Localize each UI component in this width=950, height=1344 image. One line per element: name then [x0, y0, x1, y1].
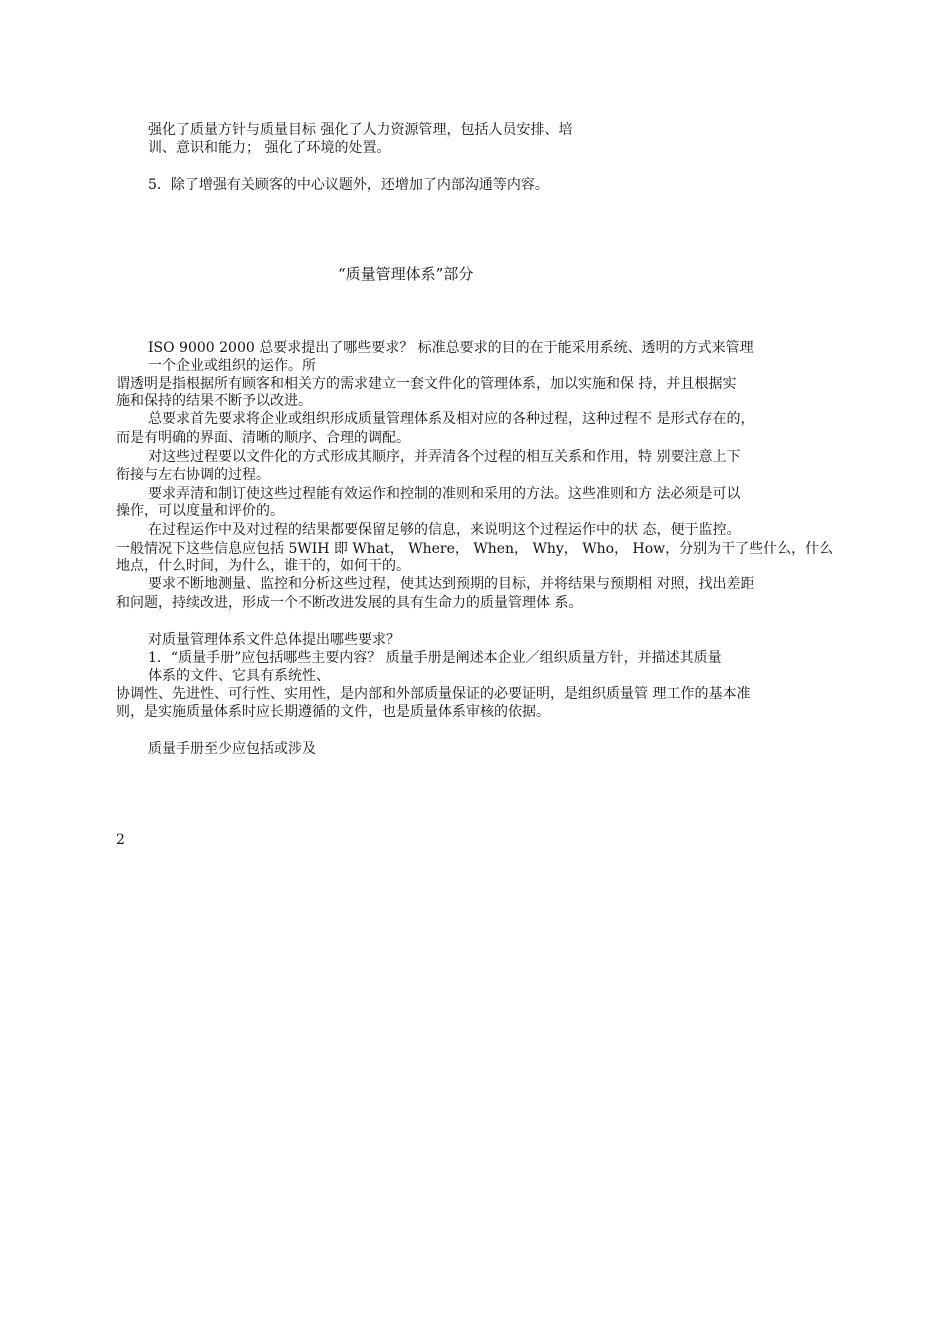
- paragraph-line: 施和保持的结果不断予以改进。: [116, 393, 312, 409]
- paragraph-line: 谓透明是指根据所有顾客和相关方的需求建立一套文件化的管理体系，加以实施和保 持，并且根据实: [116, 376, 737, 392]
- paragraph-line: 总要求首先要求将企业或组织形成质量管理体系及相对应的各种过程，这种过程不 是形式存在的，: [148, 411, 755, 427]
- paragraph-line: 要求不断地测量、监控和分析这些过程，使其达到预期的目标，并将结果与预期相 对照，找出差距: [148, 576, 755, 592]
- intro-line-2: 训、意识和能力； 强化了环境的处置。: [148, 140, 391, 156]
- paragraph-line: 而是有明确的界面、清晰的顺序、合理的调配。: [116, 430, 410, 446]
- intro-line-1: 强化了质量方针与质量目标 强化了人力资源管理，包括人员安排、培: [148, 122, 573, 138]
- paragraph-line: 一般情况下这些信息应包括 5WIH 即 What， Where， When， Why， Who， How，分别为干了些什么，什么: [116, 541, 834, 557]
- paragraph-line: 在过程运作中及对过程的结果都要保留足够的信息，来说明这个过程运作中的状 态，便于监控。: [148, 522, 741, 538]
- paragraph-line: 体系的文件、它具有系统性、: [148, 668, 330, 684]
- paragraph-line: 一个企业或组织的运作。所: [148, 358, 316, 374]
- paragraph-line: 则，是实施质量体系时应长期遵循的文件，也是质量体系审核的依据。: [116, 704, 550, 720]
- section-title: “质量管理体系”部分: [338, 265, 474, 283]
- paragraph-line: 要求弄清和制订使这些过程能有效运作和控制的准则和采用的方法。这些准则和方 法必须是可以: [148, 486, 741, 502]
- paragraph-line: 对质量管理体系文件总体提出哪些要求？: [148, 632, 400, 648]
- paragraph-line: 衔接与左右协调的过程。: [116, 467, 270, 483]
- paragraph-line: 地点，什么时间，为什么，谁干的，如何干的。: [116, 558, 410, 574]
- closing-line: 质量手册至少应包括或涉及: [148, 741, 316, 757]
- paragraph-line: 1．“质量手册”应包括哪些主要内容？ 质量手册是阐述本企业／组织质量方针，并描述其质量: [148, 650, 722, 666]
- intro-point-5: 5．除了增强有关顾客的中心议题外，还增加了内部沟通等内容。: [148, 177, 549, 193]
- paragraph-line: ISO 9000 2000 总要求提出了哪些要求？ 标准总要求的目的在于能采用系统、透明的方式来管理: [148, 340, 754, 356]
- paragraph-line: 和问题，持续改进，形成一个不断改进发展的具有生命力的质量管理体 系。: [116, 595, 583, 611]
- paragraph-line: 操作，可以度量和评价的。: [116, 503, 284, 519]
- paragraph-line: 对这些过程要以文件化的方式形成其顺序，并弄清各个过程的相互关系和作用，特 别要注意上下: [148, 449, 741, 465]
- paragraph-line: 协调性、先进性、可行性、实用性，是内部和外部质量保证的必要证明，是组织质量管 理工作的基本准: [116, 686, 751, 702]
- page-number: 2: [116, 832, 125, 848]
